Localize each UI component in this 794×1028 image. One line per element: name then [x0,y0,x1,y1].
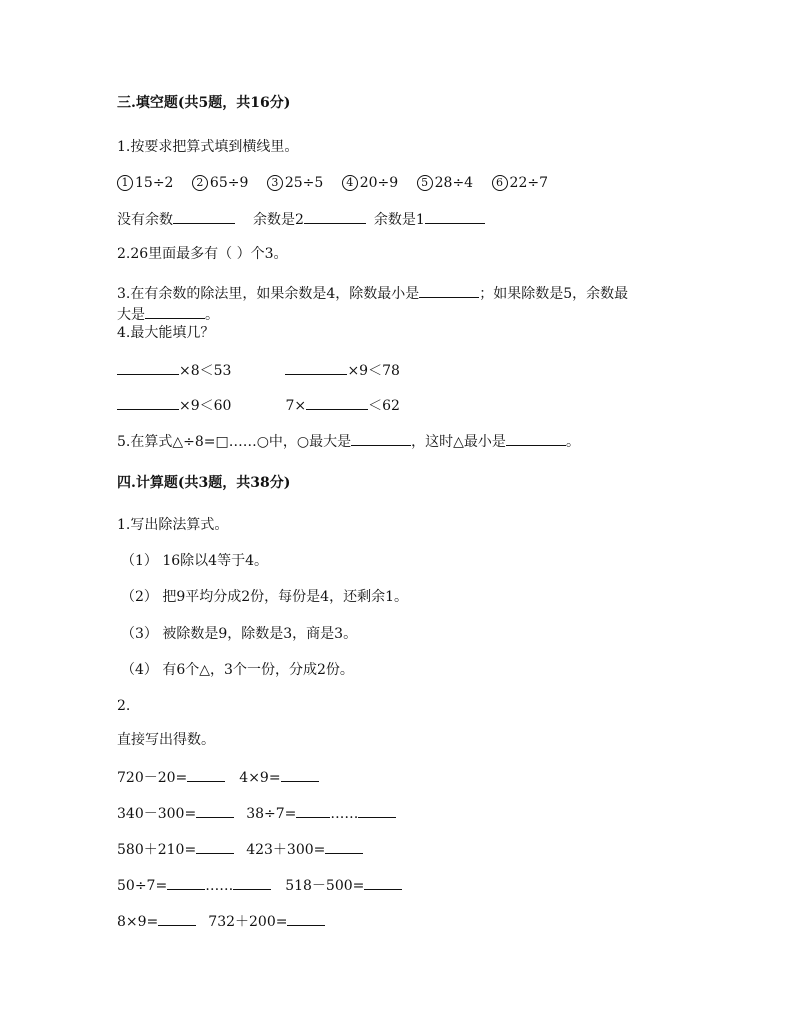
calc-expr: 340－300= [117,806,197,822]
calc-row-1 [117,767,319,787]
option-expr: 28÷4 [434,175,474,191]
calc-expr: 518－500= [285,878,365,894]
calc-row-5 [117,911,325,931]
q3-4-text: 4.最大能填几？ [117,325,215,341]
section-4-title: 四.计算题(共3题，共38分) [117,475,291,491]
q3-5-part3: 。 [565,434,580,450]
calc-expr: 38÷7= [246,806,297,822]
answer-blank[interactable] [173,209,235,224]
circled-number: 2 [192,175,208,191]
answer-blank[interactable] [196,803,234,818]
answer-blank[interactable] [351,431,411,446]
answer-blank[interactable] [187,767,225,782]
option-expr: 15÷2 [135,175,174,191]
circled-number: 4 [342,175,358,191]
calc-expr: 720－20= [117,770,188,786]
q3-4-expr: ×8＜53 [179,363,232,379]
answer-blank[interactable] [425,209,485,224]
calc-expr: 580＋210= [117,842,197,858]
q3-4-expr: ×9＜78 [347,363,400,379]
answer-blank[interactable] [281,767,319,782]
answer-blank[interactable] [117,360,179,375]
q3-3-line1 [117,283,628,303]
option-expr: 25÷5 [284,175,324,191]
q3-4-row1 [117,360,400,380]
q3-5-part1: 5.在算式△÷8=□……○中，○最大是 [117,434,352,450]
q4-2-number: 2. [117,698,131,714]
q3-4-expr: 7× [285,398,307,414]
q4-1-item-4: （4） 有6个△，3个一份，分成2份。 [121,662,354,678]
q3-3-part4: 。 [205,307,219,323]
option-1 [117,174,173,192]
circled-number: 1 [117,175,133,191]
q3-4-row2 [117,395,400,415]
q3-4-expr: ＜62 [368,398,400,414]
q3-3-part3: 大是 [117,307,145,323]
circled-number: 3 [267,175,283,191]
option-5 [417,174,473,192]
answer-blank[interactable] [285,360,347,375]
answer-blank[interactable] [117,395,179,410]
q3-3-part1: 3.在有余数的除法里，如果余数是4，除数最小是 [117,286,420,302]
answer-blank[interactable] [296,803,330,818]
answer-blank[interactable] [145,304,205,319]
q3-5-line [117,431,580,451]
q3-1-text: 1.按要求把算式填到横线里。 [117,139,299,155]
category-remainder-1: 余数是1 [373,212,425,228]
answer-blank[interactable] [364,875,402,890]
q3-5-part2: ，这时△最小是 [411,434,506,450]
remainder-dots: …… [330,806,359,822]
q3-1-categories [117,209,485,229]
q4-1-item-1: （1） 16除以4等于4。 [121,553,268,569]
category-no-remainder: 没有余数 [117,212,173,228]
answer-blank[interactable] [233,875,271,890]
calc-expr: 50÷7= [117,878,168,894]
q3-2-text: 2.26里面最多有（ ）个3。 [117,246,288,262]
answer-blank[interactable] [158,911,196,926]
option-expr: 65÷9 [209,175,249,191]
answer-blank[interactable] [196,839,234,854]
option-expr: 22÷7 [509,175,548,191]
calc-expr: 423＋300= [246,842,326,858]
q4-1-text: 1.写出除法算式。 [117,517,229,533]
category-remainder-2: 余数是2 [253,212,304,228]
answer-blank[interactable] [506,431,566,446]
q3-4-expr: ×9＜60 [179,398,232,414]
option-2 [192,174,248,192]
section-3-title: 三.填空题(共5题，共16分) [117,95,291,111]
answer-blank[interactable] [306,395,368,410]
calc-row-2 [117,803,396,823]
answer-blank[interactable] [358,803,396,818]
calc-row-4 [117,875,402,895]
answer-blank[interactable] [325,839,363,854]
option-3 [267,174,323,192]
answer-blank[interactable] [287,911,325,926]
q3-1-options [117,174,562,192]
answer-blank[interactable] [419,283,479,298]
q3-3-part2: ；如果除数是5，余数最 [479,286,629,302]
remainder-dots: …… [205,878,234,894]
calc-expr: 732＋200= [208,914,288,930]
option-4 [342,174,398,192]
option-6 [492,174,548,192]
circled-number: 6 [492,175,508,191]
option-expr: 20÷9 [359,175,399,191]
answer-blank[interactable] [167,875,205,890]
circled-number: 5 [417,175,433,191]
q4-1-item-2: （2） 把9平均分成2份，每份是4，还剩余1。 [121,589,408,605]
answer-blank[interactable] [304,209,366,224]
q4-2-text: 直接写出得数。 [117,732,215,748]
q4-1-item-3: （3） 被除数是9，除数是3，商是3。 [121,626,358,642]
calc-row-3 [117,839,363,859]
calc-expr: 4×9= [239,770,281,786]
q3-3-line2 [117,304,219,324]
calc-expr: 8×9= [117,914,159,930]
